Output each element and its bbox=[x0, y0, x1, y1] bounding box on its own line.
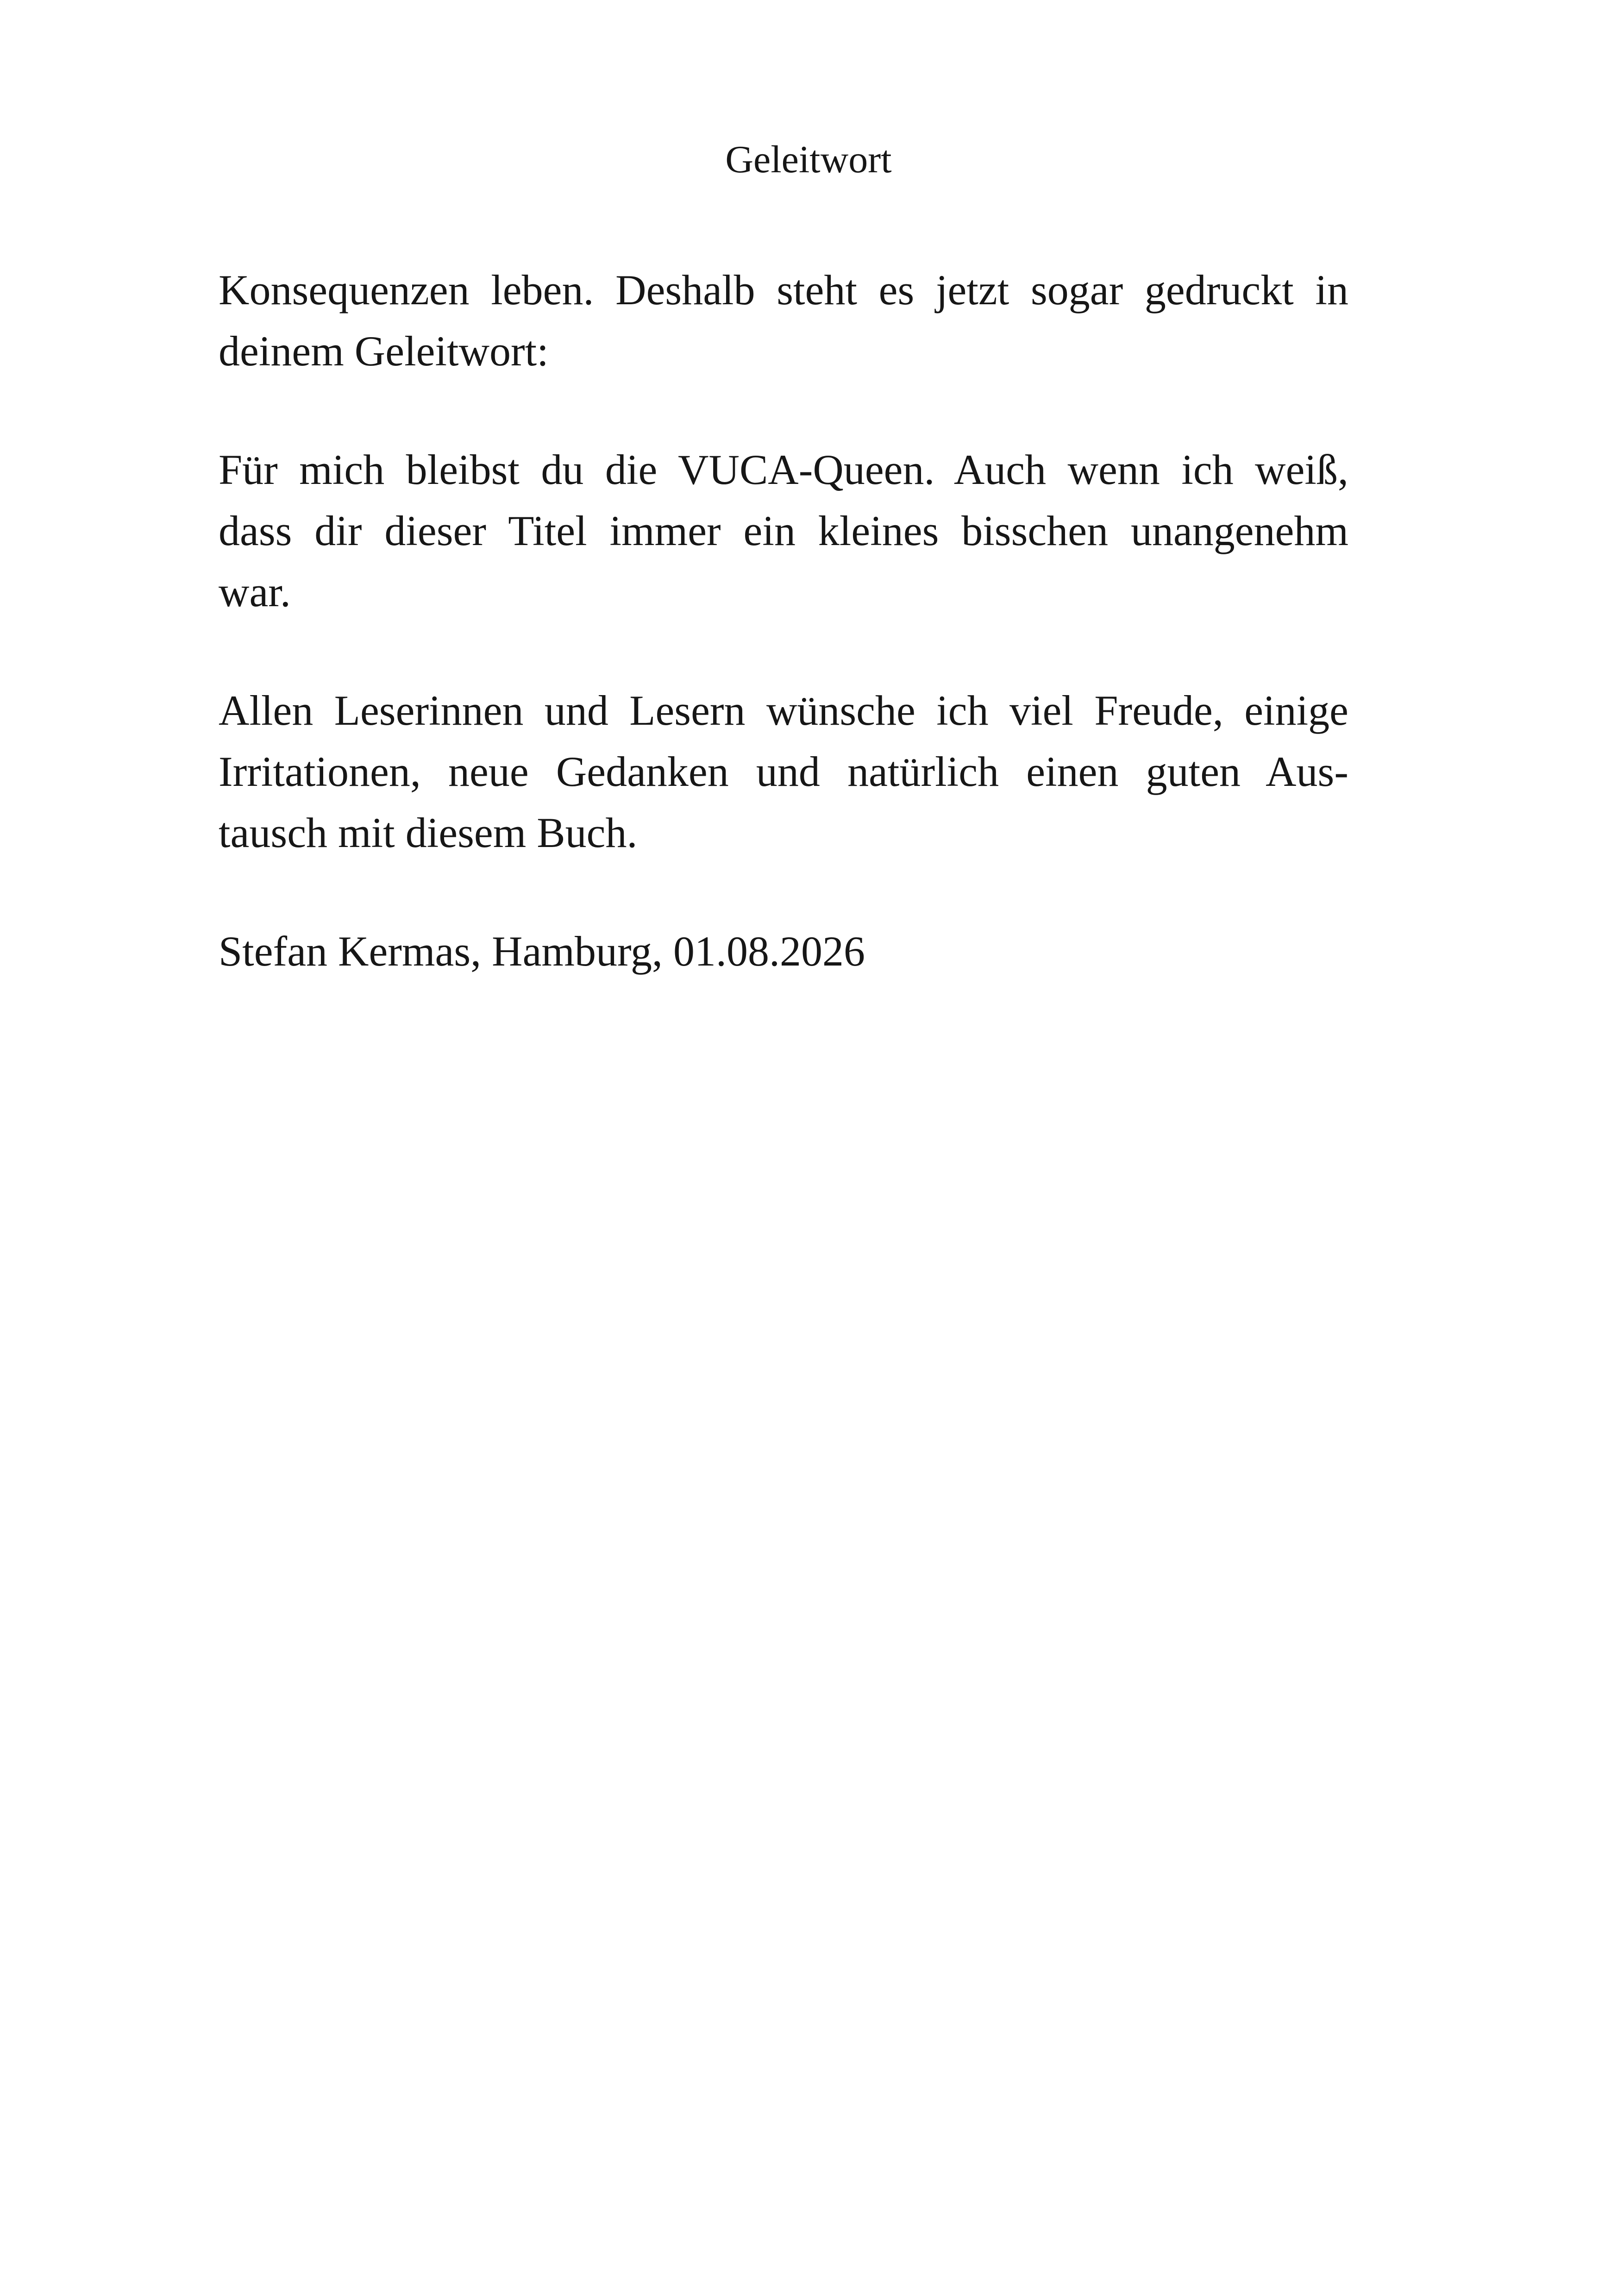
text-line: war. bbox=[219, 568, 291, 615]
foreword-body bbox=[219, 259, 1348, 982]
text-line: dass dir dieser Titel immer ein kleines bisschen unangenehm bbox=[219, 507, 1348, 554]
paragraph-consequences bbox=[219, 259, 1348, 382]
text-line: Allen Leserinnen und Lesern wünsche ich viel Freude, einige bbox=[219, 687, 1348, 734]
text-line: tausch mit diesem Buch. bbox=[219, 809, 638, 856]
text-line: deinem Geleitwort: bbox=[219, 327, 549, 375]
running-head-title: Geleitwort bbox=[725, 138, 892, 181]
signature-line: Stefan Kermas, Hamburg, 01.08.2026 bbox=[219, 928, 865, 975]
paragraph-vuca-queen bbox=[219, 439, 1348, 622]
text-line: Konsequenzen leben. Deshalb steht es jetzt sogar gedruckt in bbox=[219, 266, 1348, 314]
text-line: Für mich bleibst du die VUCA-Queen. Auch wenn ich weiß, bbox=[219, 446, 1348, 493]
text-line: Irritationen, neue Gedanken und natürlich einen guten Aus- bbox=[219, 748, 1348, 795]
paragraph-readers-wishes bbox=[219, 680, 1348, 863]
